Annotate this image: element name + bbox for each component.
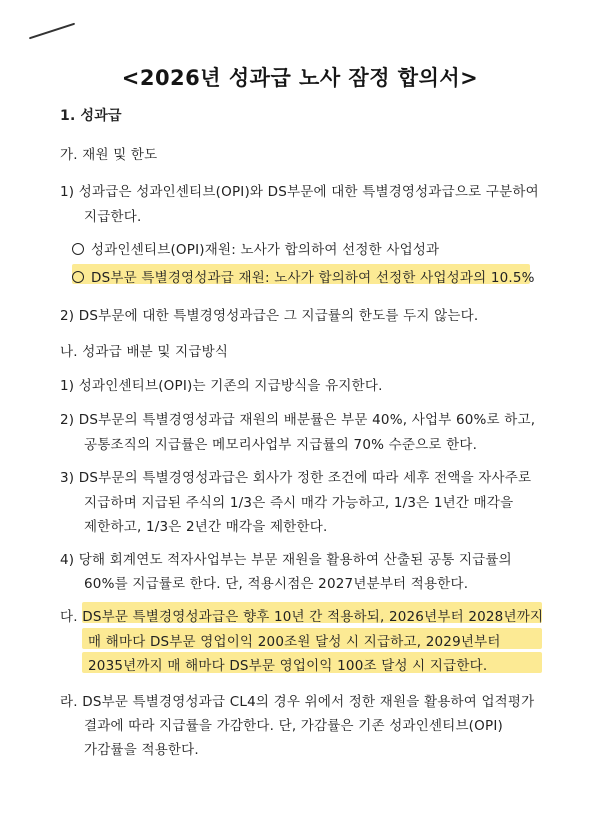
bullet-opi-source — [72, 238, 439, 258]
na-item-4-line-2: 60%를 지급률로 한다. 단, 적용시점은 2027년분부터 적용한다. — [84, 576, 469, 592]
bullet-ds-source — [72, 266, 535, 286]
na-item-3-line-3: 제한하고, 1/3은 2년간 매각을 제한한다. — [84, 519, 328, 535]
na-item-3-line-1: 3) DS부문의 특별경영성과급은 회사가 정한 조건에 따라 세후 전액을 자사주로 — [60, 470, 532, 486]
document-title: <2026년 성과급 노사 잠정 합의서> — [121, 66, 479, 90]
ga-item-1-line-1: 1) 성과급은 성과인센티브(OPI)와 DS부문에 대한 특별경영성과급으로 구분하여 — [60, 184, 539, 200]
na-item-1: 1) 성과인센티브(OPI)는 기존의 지급방식을 유지한다. — [60, 378, 383, 394]
pen-mark — [29, 23, 75, 40]
na-item-3-line-2: 지급하며 지급된 주식의 1/3은 즉시 매각 가능하고, 1/3은 1년간 매각을 — [84, 495, 514, 511]
ga-item-2: 2) DS부문에 대한 특별경영성과급은 그 지급률의 한도를 두지 않는다. — [60, 308, 479, 324]
subsection-ra-line-1: 라. DS부문 특별경영성과급 CL4의 경우 위에서 정한 재원을 활용하여 업적평가 — [60, 694, 535, 710]
bullet-opi-text: 성과인센티브(OPI)재원: 노사가 합의하여 선정한 사업성과 — [91, 242, 440, 258]
subsection-da-line-2: 매 해마다 DS부문 영업이익 200조원 달성 시 지급하고, 2029년부터 — [88, 634, 501, 650]
na-item-4-line-1: 4) 당해 회계연도 적자사업부는 부문 재원을 활용하여 산출된 공통 지급률의 — [60, 552, 512, 568]
na-item-2-line-2: 공통조직의 지급률은 메모리사업부 지급률의 70% 수준으로 한다. — [84, 437, 478, 453]
ga-item-1-line-2: 지급한다. — [84, 209, 142, 225]
na-item-2-line-1: 2) DS부문의 특별경영성과급 재원의 배분률은 부문 40%, 사업부 60%로 하고, — [60, 412, 536, 428]
circle-bullet-icon — [72, 243, 84, 255]
section-heading-bonus: 1. 성과급 — [60, 108, 122, 124]
subsection-da-line-1: 다. DS부문 특별경영성과급은 향후 10년 간 적용하되, 2026년부터 2028년까지 — [60, 609, 544, 625]
circle-bullet-icon — [72, 271, 84, 283]
subsection-ra-line-3: 가감률을 적용한다. — [84, 742, 199, 758]
subsection-ra-line-2: 결과에 따라 지급률을 가감한다. 단, 가감률은 기존 성과인센티브(OPI) — [84, 718, 503, 734]
subsection-ga: 가. 재원 및 한도 — [60, 147, 158, 163]
subsection-da-line-3: 2035년까지 매 해마다 DS부문 영업이익 100조 달성 시 지급한다. — [88, 658, 488, 674]
bullet-ds-text: DS부문 특별경영성과급 재원: 노사가 합의하여 선정한 사업성과의 10.5% — [91, 270, 535, 286]
subsection-na: 나. 성과급 배분 및 지급방식 — [60, 344, 229, 360]
